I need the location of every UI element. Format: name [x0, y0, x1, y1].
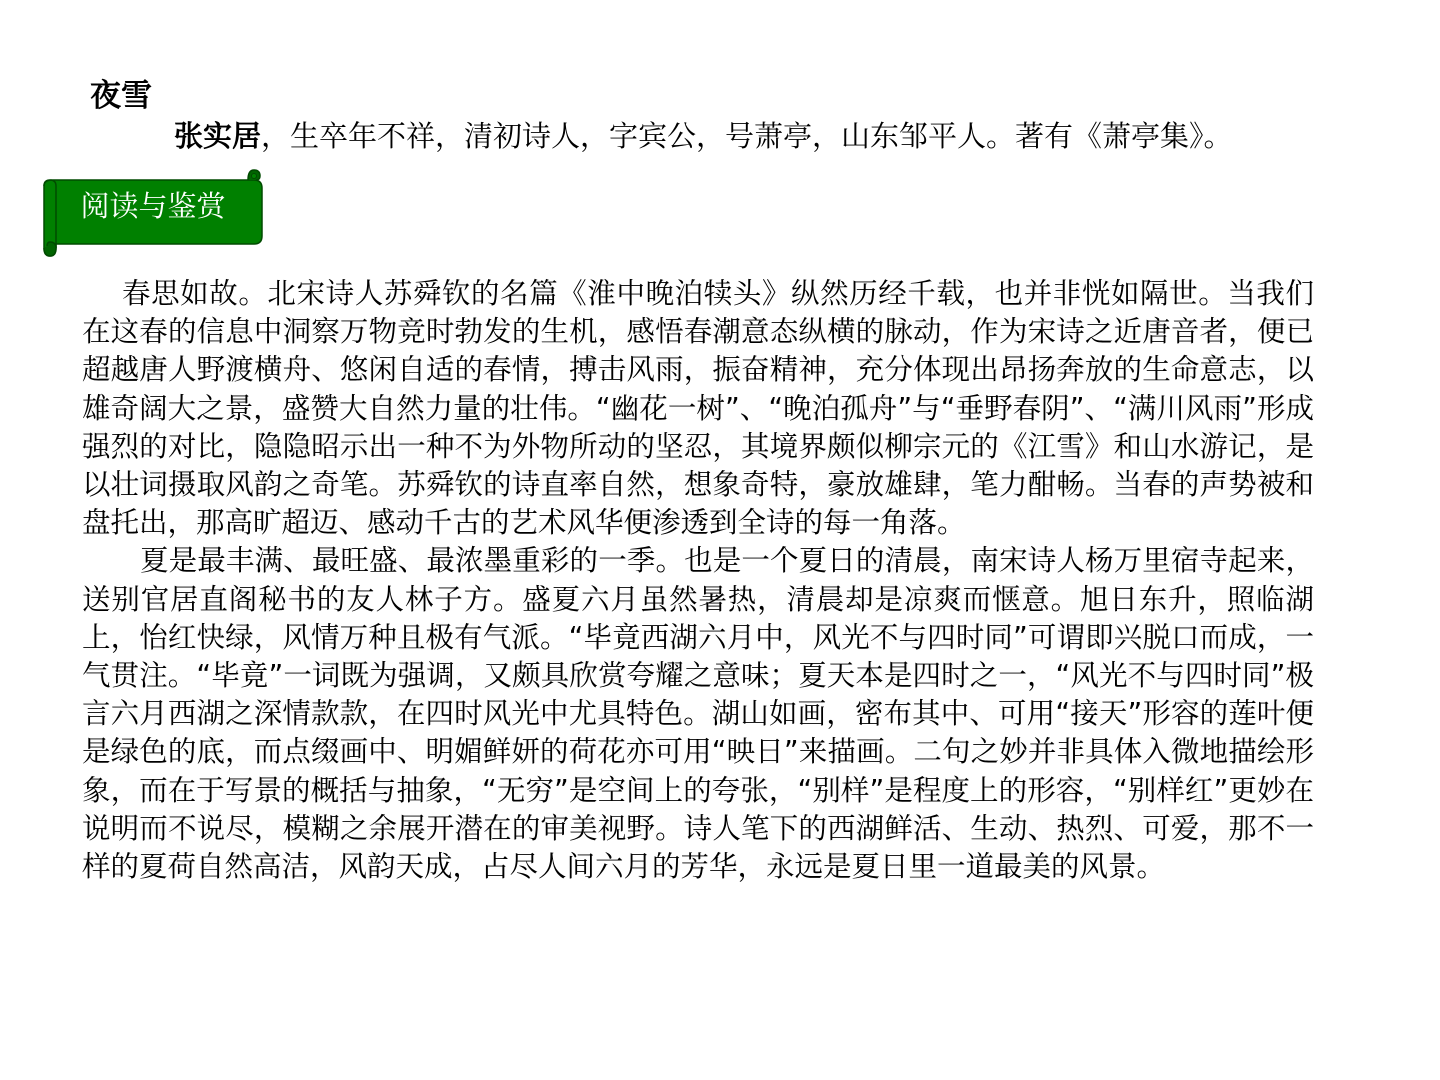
paragraph-summer: 夏是最丰满、最旺盛、最浓墨重彩的一季。也是一个夏日的清晨，南宋诗人杨万里宿寺起来，送别官居直阁秘书的友人林子方。盛夏六月虽然暑热，清晨却是凉爽而惬意。旭日东升，照临湖上，怡红快绿，风情万种且极有气派。“毕竟西湖六月中，风光不与四时同”可谓即兴脱口而成，一气贯注。“毕竟”一词既为强调，又颇具欣赏夸耀之意味；夏天本是四时之一，“风光不与四时同”极言六月西湖之深情款款，在四时风光中尤具特色。湖山如画，密布其中、可用“接天”形容的莲叶便是绿色的底，而点缀画中、明媚鲜妍的荷花亦可用“映日”来描画。二句之妙并非具体入微地描绘形象，而在于写景的概括与抽象，“无穷”是空间上的夸张，“别样”是程度上的形容，“别样红”更妙在说明而不说尽，模糊之余展开潜在的审美视野。诗人笔下的西湖鲜活、生动、热烈、可爱，那不一样的夏荷自然高洁，风韵天成，占尽人间六月的芳华，永远是夏日里一道最美的风景。 [82, 544, 1314, 884]
author-bio: ，生卒年不祥，清初诗人，字宾公，号萧亭，山东邹平人。著有《萧亭集》。 [261, 119, 1233, 153]
appreciation-text [82, 275, 1314, 886]
section-banner-label: 阅读与鉴赏 [80, 189, 226, 223]
section-banner [42, 168, 264, 258]
poem-title: 夜雪 [90, 78, 152, 114]
author-name: 张实居 [174, 119, 262, 153]
paragraph-spring: 春思如故。北宋诗人苏舜钦的名篇《淮中晚泊犊头》纵然历经千载，也并非恍如隔世。当我们在这春的信息中洞察万物竞时勃发的生机，感悟春潮意态纵横的脉动，作为宋诗之近唐音者，便已超越唐人野渡横舟、悠闲自适的春情，搏击风雨，振奋精神，充分体现出昂扬奔放的生命意志，以雄奇阔大之景，盛赞大自然力量的壮伟。“幽花一树”、“晚泊孤舟”与“垂野春阴”、“满川风雨”形成强烈的对比，隐隐昭示出一种不为外物所动的坚忍，其境界颇似柳宗元的《江雪》和山水游记，是以壮词摄取风韵之奇笔。苏舜钦的诗直率自然，想象奇特，豪放雄肆，笔力酣畅。当春的声势被和盘托出，那高旷超迈、感动千古的艺术风华便渗透到全诗的每一角落。 [82, 277, 1314, 540]
author-line [84, 116, 1374, 156]
